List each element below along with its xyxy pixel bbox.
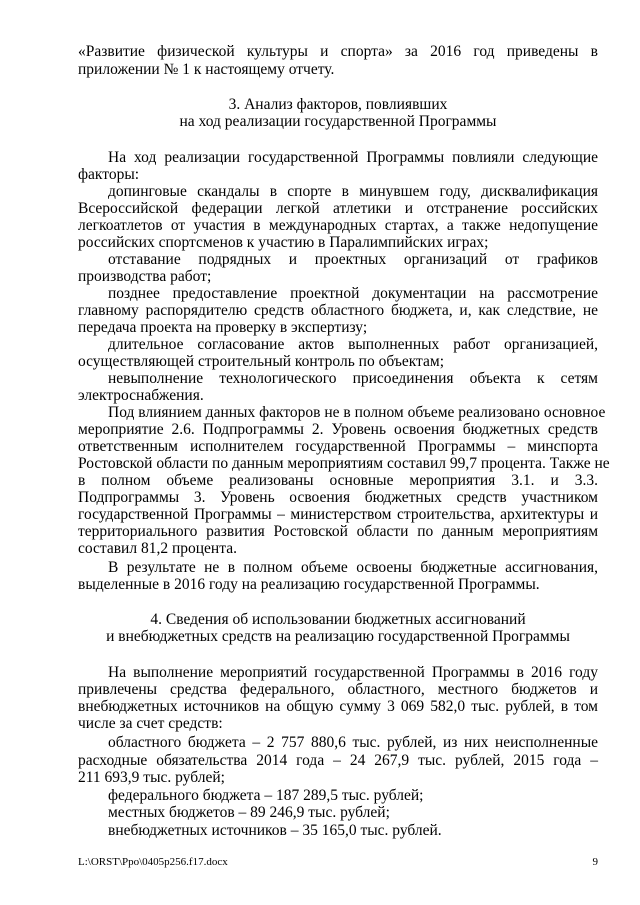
text-line: факторы:	[78, 166, 140, 183]
text-line: осуществляющей строительный контроль по объектам;	[78, 353, 445, 370]
section-heading: на ход реализации государственной Программы	[179, 113, 497, 130]
footer-file-path: L:\ORST\Ppo\0405p256.f17.docx	[78, 856, 228, 868]
text-line: Подпрограммы 3. Уровень освоения бюджетных средств участником	[78, 489, 598, 506]
text-line: в полном объеме реализованы основные мероприятия 3.1. и 3.3.	[78, 472, 598, 489]
text-line: На ход реализации государственной Программы повлияли следующие	[108, 149, 598, 166]
text-line: составил 81,2 процента.	[78, 540, 237, 557]
text-line: Всероссийской федерации легкой атлетики и отстранение российских	[78, 200, 598, 217]
page-number: 9	[592, 856, 598, 868]
text-line: государственной Программы – министерством строительства, архитектуры и	[78, 506, 598, 523]
section-heading: 4. Сведения об использовании бюджетных ассигнований	[150, 611, 526, 628]
text-line: выделенные в 2016 году на реализацию государственной Программы.	[78, 576, 540, 593]
text-line: отставание подрядных и проектных организаций от графиков	[108, 251, 598, 268]
text-line: длительное согласование актов выполненных работ организацией,	[108, 336, 598, 353]
text-line: областного бюджета – 2 757 880,6 тыс. рублей, из них неисполненные	[108, 734, 598, 751]
text-line: 211 693,9 тыс. рублей;	[78, 769, 225, 786]
text-line: производства работ;	[78, 268, 212, 285]
text-line: расходные обязательства 2014 года – 24 267,9 тыс. рублей, 2015 года –	[78, 752, 598, 769]
text-line: Под влиянием данных факторов не в полном объеме реализовано основное	[108, 404, 606, 421]
text-line: местных бюджетов – 89 246,9 тыс. рублей;	[108, 804, 390, 821]
text-line: передача проекта на проверку в экспертизу;	[78, 319, 368, 336]
text-line: ответственным исполнителем государственной Программы – минспорта	[78, 438, 598, 455]
text-line: позднее предоставление проектной документации на рассмотрение	[108, 285, 598, 302]
text-line: главному распорядителю средств областного бюджета, и, как следствие, не	[78, 302, 598, 319]
text-line: приложении № 1 к настоящему отчету.	[78, 61, 335, 78]
text-line: допинговые скандалы в спорте в минувшем году, дисквалификация	[108, 183, 598, 200]
text-line: легкоатлетов от участия в международных стартах, а также недопущение	[78, 217, 598, 234]
text-line: Ростовской области по данным мероприятиям составил 99,7 процента. Также не	[78, 455, 610, 472]
text-line: электроснабжения.	[78, 387, 204, 404]
text-line: невыполнение технологического присоединения объекта к сетям	[108, 370, 598, 387]
text-line: российских спортсменов к участию в Паралимпийских играх;	[78, 234, 489, 251]
section-heading: 3. Анализ факторов, повлиявших	[228, 96, 448, 113]
text-line: федерального бюджета – 187 289,5 тыс. рублей;	[108, 787, 424, 804]
text-line: мероприятие 2.6. Подпрограммы 2. Уровень освоения бюджетных средств	[78, 421, 598, 438]
section-heading: и внебюджетных средств на реализацию государственной Программы	[106, 628, 570, 645]
text-line: «Развитие физической культуры и спорта» за 2016 год приведены в	[78, 43, 598, 60]
text-line: внебюджетных источников – 35 165,0 тыс. рублей.	[108, 822, 442, 839]
text-line: В результате не в полном объеме освоены бюджетные ассигнования,	[108, 559, 598, 576]
text-line: внебюджетных источников на общую сумму 3 069 582,0 тыс. рублей, в том	[78, 698, 598, 715]
text-line: привлечены средства федерального, областного, местного бюджетов и	[78, 681, 598, 698]
text-line: территориального развития Ростовской области по данным мероприятиям	[78, 523, 598, 540]
text-line: На выполнение мероприятий государственной Программы в 2016 году	[108, 664, 598, 681]
text-line: числе за счет средств:	[78, 715, 223, 732]
